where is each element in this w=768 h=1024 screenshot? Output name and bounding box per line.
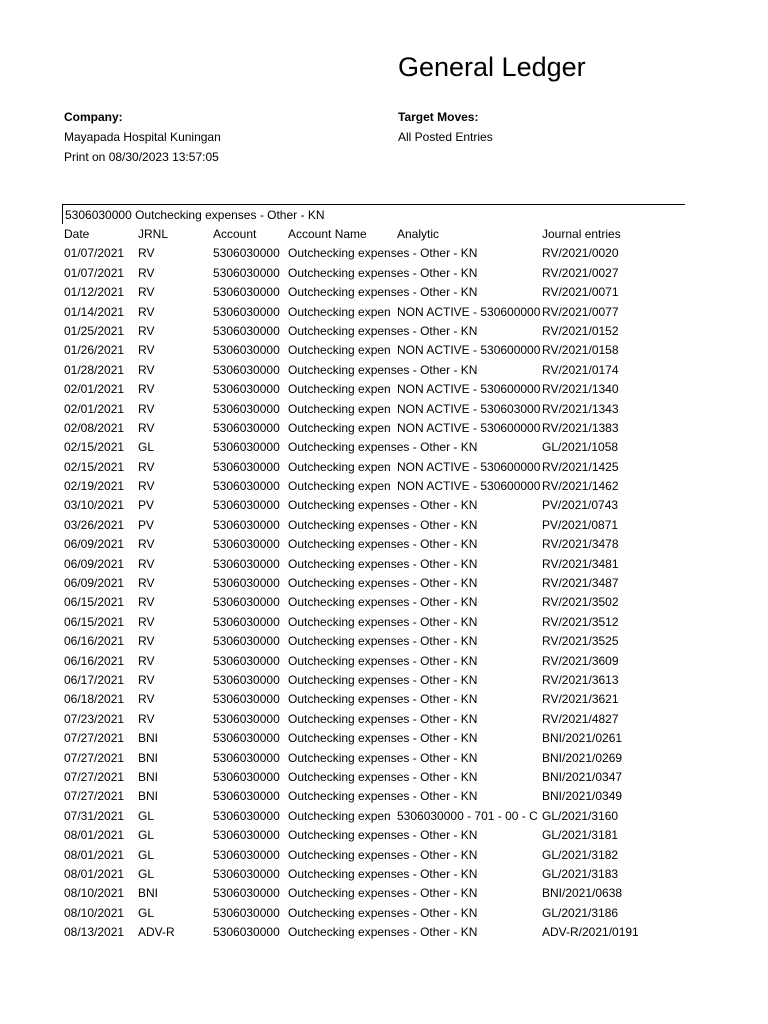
table-row (64, 304, 714, 323)
print-info: Print on 08/30/2023 13:57:05 (64, 150, 219, 164)
cell-journal-entry: RV/2021/0158 (542, 343, 619, 358)
table-row (64, 827, 714, 846)
cell-account-name: Outchecking expen (288, 459, 391, 474)
table-row (64, 284, 714, 303)
table-row (64, 575, 714, 594)
cell-jrnl: RV (138, 343, 155, 358)
cell-account: 5306030000 (213, 692, 280, 707)
cell-account: 5306030000 (213, 711, 280, 726)
cell-account-name: Outchecking expenses - Other - KN (288, 769, 478, 784)
cell-journal-entry: PV/2021/0871 (542, 517, 619, 532)
cell-account-name: Outchecking expen (288, 420, 391, 435)
table-row (64, 730, 714, 749)
cell-account: 5306030000 (213, 246, 280, 261)
cell-account-name: Outchecking expenses - Other - KN (288, 265, 478, 280)
cell-date: 06/16/2021 (64, 634, 125, 649)
cell-account: 5306030000 (213, 634, 280, 649)
cell-account: 5306030000 (213, 847, 280, 862)
column-header-journal-entries: Journal entries (542, 227, 621, 241)
table-row (64, 866, 714, 885)
cell-journal-entry: GL/2021/1058 (542, 440, 619, 455)
cell-account: 5306030000 (213, 323, 280, 338)
cell-analytic: NON ACTIVE - 530600000 (397, 459, 541, 474)
cell-journal-entry: BNI/2021/0261 (542, 731, 623, 746)
cell-journal-entry: RV/2021/3481 (542, 556, 619, 571)
cell-analytic: NON ACTIVE - 530600000 (397, 343, 541, 358)
table-row (64, 750, 714, 769)
table-row (64, 905, 714, 924)
cell-journal-entry: ADV-R/2021/0191 (542, 925, 639, 940)
cell-account: 5306030000 (213, 362, 280, 377)
cell-account: 5306030000 (213, 614, 280, 629)
cell-account-name: Outchecking expenses - Other - KN (288, 886, 478, 901)
cell-account-name: Outchecking expenses - Other - KN (288, 731, 478, 746)
cell-journal-entry: BNI/2021/0347 (542, 769, 623, 784)
cell-jrnl: RV (138, 285, 155, 300)
cell-date: 02/15/2021 (64, 459, 125, 474)
table-row (64, 381, 714, 400)
target-moves-value: All Posted Entries (398, 130, 493, 144)
cell-journal-entry: RV/2021/1340 (542, 382, 619, 397)
cell-analytic: NON ACTIVE - 530600000 (397, 420, 541, 435)
cell-journal-entry: RV/2021/3502 (542, 595, 619, 610)
cell-analytic: NON ACTIVE - 530603000 (397, 401, 541, 416)
table-row (64, 924, 714, 943)
cell-date: 07/27/2021 (64, 731, 125, 746)
cell-jrnl: BNI (138, 731, 159, 746)
cell-account-name: Outchecking expenses - Other - KN (288, 905, 478, 920)
cell-date: 02/15/2021 (64, 440, 125, 455)
cell-account-name: Outchecking expenses - Other - KN (288, 595, 478, 610)
cell-account: 5306030000 (213, 517, 280, 532)
cell-account: 5306030000 (213, 595, 280, 610)
cell-jrnl: RV (138, 479, 155, 494)
cell-account-name: Outchecking expenses - Other - KN (288, 692, 478, 707)
table-row (64, 478, 714, 497)
cell-journal-entry: RV/2021/0027 (542, 265, 619, 280)
cell-date: 01/07/2021 (64, 265, 125, 280)
cell-date: 07/23/2021 (64, 711, 125, 726)
cell-jrnl: RV (138, 576, 155, 591)
table-row (64, 401, 714, 420)
cell-jrnl: BNI (138, 789, 159, 804)
cell-jrnl: BNI (138, 750, 159, 765)
table-row (64, 362, 714, 381)
table-row (64, 497, 714, 516)
cell-journal-entry: RV/2021/0174 (542, 362, 619, 377)
cell-jrnl: RV (138, 401, 155, 416)
table-row (64, 323, 714, 342)
cell-jrnl: GL (138, 828, 155, 843)
cell-account: 5306030000 (213, 828, 280, 843)
cell-jrnl: RV (138, 382, 155, 397)
table-row (64, 459, 714, 478)
cell-jrnl: BNI (138, 886, 159, 901)
cell-account: 5306030000 (213, 866, 280, 881)
cell-account-name: Outchecking expenses - Other - KN (288, 537, 478, 552)
cell-account: 5306030000 (213, 653, 280, 668)
cell-jrnl: RV (138, 692, 155, 707)
cell-account-name: Outchecking expen (288, 343, 391, 358)
cell-jrnl: GL (138, 905, 155, 920)
cell-journal-entry: GL/2021/3182 (542, 847, 619, 862)
cell-account: 5306030000 (213, 285, 280, 300)
table-row (64, 614, 714, 633)
cell-account: 5306030000 (213, 440, 280, 455)
cell-journal-entry: BNI/2021/0269 (542, 750, 623, 765)
cell-jrnl: GL (138, 866, 155, 881)
cell-journal-entry: RV/2021/0152 (542, 323, 619, 338)
cell-jrnl: RV (138, 537, 155, 552)
company-name: Mayapada Hospital Kuningan (64, 130, 221, 144)
cell-account-name: Outchecking expenses - Other - KN (288, 323, 478, 338)
column-header-analytic: Analytic (397, 227, 440, 241)
cell-date: 07/31/2021 (64, 808, 125, 823)
cell-account: 5306030000 (213, 925, 280, 940)
cell-journal-entry: RV/2021/1425 (542, 459, 619, 474)
cell-analytic: NON ACTIVE - 530600000 (397, 304, 541, 319)
cell-account-name: Outchecking expenses - Other - KN (288, 847, 478, 862)
cell-account-name: Outchecking expenses - Other - KN (288, 556, 478, 571)
table-row (64, 439, 714, 458)
cell-account-name: Outchecking expenses - Other - KN (288, 866, 478, 881)
cell-account-name: Outchecking expenses - Other - KN (288, 711, 478, 726)
cell-journal-entry: GL/2021/3160 (542, 808, 619, 823)
cell-account: 5306030000 (213, 886, 280, 901)
column-header-account: Account (213, 227, 257, 241)
cell-account: 5306030000 (213, 537, 280, 552)
cell-jrnl: RV (138, 711, 155, 726)
cell-journal-entry: RV/2021/3609 (542, 653, 619, 668)
cell-date: 06/17/2021 (64, 672, 125, 687)
cell-journal-entry: GL/2021/3183 (542, 866, 619, 881)
table-row (64, 885, 714, 904)
cell-journal-entry: RV/2021/1383 (542, 420, 619, 435)
cell-account-name: Outchecking expenses - Other - KN (288, 925, 478, 940)
cell-journal-entry: RV/2021/1343 (542, 401, 619, 416)
cell-account-name: Outchecking expen (288, 479, 391, 494)
company-label: Company: (64, 110, 123, 124)
cell-date: 06/16/2021 (64, 653, 125, 668)
cell-date: 03/10/2021 (64, 498, 125, 513)
cell-journal-entry: BNI/2021/0349 (542, 789, 623, 804)
cell-jrnl: PV (138, 517, 155, 532)
cell-journal-entry: RV/2021/0071 (542, 285, 619, 300)
cell-jrnl: GL (138, 440, 155, 455)
cell-date: 01/26/2021 (64, 343, 125, 358)
cell-account: 5306030000 (213, 750, 280, 765)
cell-jrnl: RV (138, 265, 155, 280)
cell-account-name: Outchecking expenses - Other - KN (288, 440, 478, 455)
cell-journal-entry: PV/2021/0743 (542, 498, 619, 513)
cell-journal-entry: GL/2021/3181 (542, 828, 619, 843)
cell-date: 02/01/2021 (64, 401, 125, 416)
ledger-table (64, 226, 714, 943)
account-section-title: 5306030000 Outchecking expenses - Other - KN (65, 208, 325, 222)
cell-account: 5306030000 (213, 343, 280, 358)
cell-account-name: Outchecking expenses - Other - KN (288, 653, 478, 668)
cell-date: 06/09/2021 (64, 576, 125, 591)
cell-date: 08/10/2021 (64, 905, 125, 920)
cell-jrnl: RV (138, 634, 155, 649)
column-header-account-name: Account Name (288, 227, 367, 241)
table-row (64, 711, 714, 730)
cell-account: 5306030000 (213, 789, 280, 804)
cell-account-name: Outchecking expenses - Other - KN (288, 285, 478, 300)
table-row (64, 265, 714, 284)
cell-journal-entry: RV/2021/4827 (542, 711, 619, 726)
cell-jrnl: BNI (138, 769, 159, 784)
cell-jrnl: RV (138, 556, 155, 571)
cell-date: 01/25/2021 (64, 323, 125, 338)
cell-jrnl: ADV-R (138, 925, 175, 940)
cell-account: 5306030000 (213, 731, 280, 746)
cell-account-name: Outchecking expen (288, 382, 391, 397)
cell-date: 06/15/2021 (64, 614, 125, 629)
cell-account-name: Outchecking expenses - Other - KN (288, 672, 478, 687)
table-row (64, 769, 714, 788)
cell-account: 5306030000 (213, 905, 280, 920)
table-row (64, 517, 714, 536)
cell-account: 5306030000 (213, 498, 280, 513)
report-title: General Ledger (398, 52, 586, 82)
cell-account: 5306030000 (213, 304, 280, 319)
cell-date: 02/01/2021 (64, 382, 125, 397)
table-row (64, 788, 714, 807)
target-moves-label: Target Moves: (398, 110, 479, 124)
cell-jrnl: GL (138, 808, 155, 823)
cell-account: 5306030000 (213, 479, 280, 494)
table-row (64, 536, 714, 555)
cell-journal-entry: RV/2021/3621 (542, 692, 619, 707)
cell-account-name: Outchecking expenses - Other - KN (288, 517, 478, 532)
cell-account-name: Outchecking expenses - Other - KN (288, 614, 478, 629)
cell-account: 5306030000 (213, 382, 280, 397)
cell-account: 5306030000 (213, 401, 280, 416)
cell-jrnl: GL (138, 847, 155, 862)
cell-jrnl: RV (138, 595, 155, 610)
cell-account-name: Outchecking expenses - Other - KN (288, 828, 478, 843)
cell-account: 5306030000 (213, 556, 280, 571)
cell-account: 5306030000 (213, 672, 280, 687)
table-row (64, 245, 714, 264)
cell-analytic: NON ACTIVE - 530600000 (397, 479, 541, 494)
cell-account: 5306030000 (213, 808, 280, 823)
cell-date: 01/28/2021 (64, 362, 125, 377)
cell-account-name: Outchecking expenses - Other - KN (288, 789, 478, 804)
cell-journal-entry: RV/2021/1462 (542, 479, 619, 494)
cell-date: 07/27/2021 (64, 750, 125, 765)
cell-jrnl: RV (138, 459, 155, 474)
cell-account-name: Outchecking expenses - Other - KN (288, 634, 478, 649)
cell-date: 06/09/2021 (64, 537, 125, 552)
cell-date: 02/19/2021 (64, 479, 125, 494)
cell-journal-entry: RV/2021/3487 (542, 576, 619, 591)
cell-account: 5306030000 (213, 265, 280, 280)
cell-jrnl: RV (138, 304, 155, 319)
cell-jrnl: RV (138, 362, 155, 377)
cell-account: 5306030000 (213, 769, 280, 784)
cell-journal-entry: RV/2021/3613 (542, 672, 619, 687)
cell-analytic: NON ACTIVE - 530600000 (397, 382, 541, 397)
cell-account-name: Outchecking expenses - Other - KN (288, 750, 478, 765)
cell-jrnl: RV (138, 323, 155, 338)
table-row (64, 672, 714, 691)
cell-journal-entry: RV/2021/0077 (542, 304, 619, 319)
cell-date: 06/09/2021 (64, 556, 125, 571)
cell-date: 01/07/2021 (64, 246, 125, 261)
table-row (64, 633, 714, 652)
account-section-header (62, 204, 685, 224)
cell-date: 03/26/2021 (64, 517, 125, 532)
cell-jrnl: RV (138, 614, 155, 629)
cell-journal-entry: RV/2021/3525 (542, 634, 619, 649)
cell-date: 07/27/2021 (64, 769, 125, 784)
cell-jrnl: RV (138, 653, 155, 668)
cell-date: 01/12/2021 (64, 285, 125, 300)
cell-date: 06/15/2021 (64, 595, 125, 610)
cell-jrnl: RV (138, 672, 155, 687)
cell-account-name: Outchecking expen (288, 304, 391, 319)
cell-journal-entry: RV/2021/3512 (542, 614, 619, 629)
cell-account-name: Outchecking expen (288, 808, 391, 823)
cell-analytic: 5306030000 - 701 - 00 - C (397, 808, 538, 823)
cell-account-name: Outchecking expen (288, 401, 391, 416)
cell-date: 07/27/2021 (64, 789, 125, 804)
cell-date: 08/01/2021 (64, 828, 125, 843)
cell-date: 08/01/2021 (64, 847, 125, 862)
cell-date: 02/08/2021 (64, 420, 125, 435)
table-body (64, 245, 714, 943)
cell-date: 08/13/2021 (64, 925, 125, 940)
cell-journal-entry: GL/2021/3186 (542, 905, 619, 920)
cell-account: 5306030000 (213, 459, 280, 474)
cell-jrnl: RV (138, 246, 155, 261)
cell-journal-entry: BNI/2021/0638 (542, 886, 623, 901)
cell-account-name: Outchecking expenses - Other - KN (288, 362, 478, 377)
cell-date: 08/10/2021 (64, 886, 125, 901)
cell-jrnl: PV (138, 498, 155, 513)
cell-journal-entry: RV/2021/0020 (542, 246, 619, 261)
table-row (64, 342, 714, 361)
table-row (64, 556, 714, 575)
cell-jrnl: RV (138, 420, 155, 435)
cell-date: 06/18/2021 (64, 692, 125, 707)
table-row (64, 653, 714, 672)
cell-account: 5306030000 (213, 576, 280, 591)
table-row (64, 691, 714, 710)
cell-account-name: Outchecking expenses - Other - KN (288, 498, 478, 513)
table-header-row (64, 226, 714, 245)
cell-date: 01/14/2021 (64, 304, 125, 319)
cell-account-name: Outchecking expenses - Other - KN (288, 246, 478, 261)
table-row (64, 420, 714, 439)
cell-date: 08/01/2021 (64, 866, 125, 881)
table-row (64, 847, 714, 866)
table-row (64, 808, 714, 827)
table-row (64, 594, 714, 613)
cell-account-name: Outchecking expenses - Other - KN (288, 576, 478, 591)
column-header-jrnl: JRNL (138, 227, 169, 241)
cell-account: 5306030000 (213, 420, 280, 435)
cell-journal-entry: RV/2021/3478 (542, 537, 619, 552)
column-header-date: Date (64, 227, 90, 241)
